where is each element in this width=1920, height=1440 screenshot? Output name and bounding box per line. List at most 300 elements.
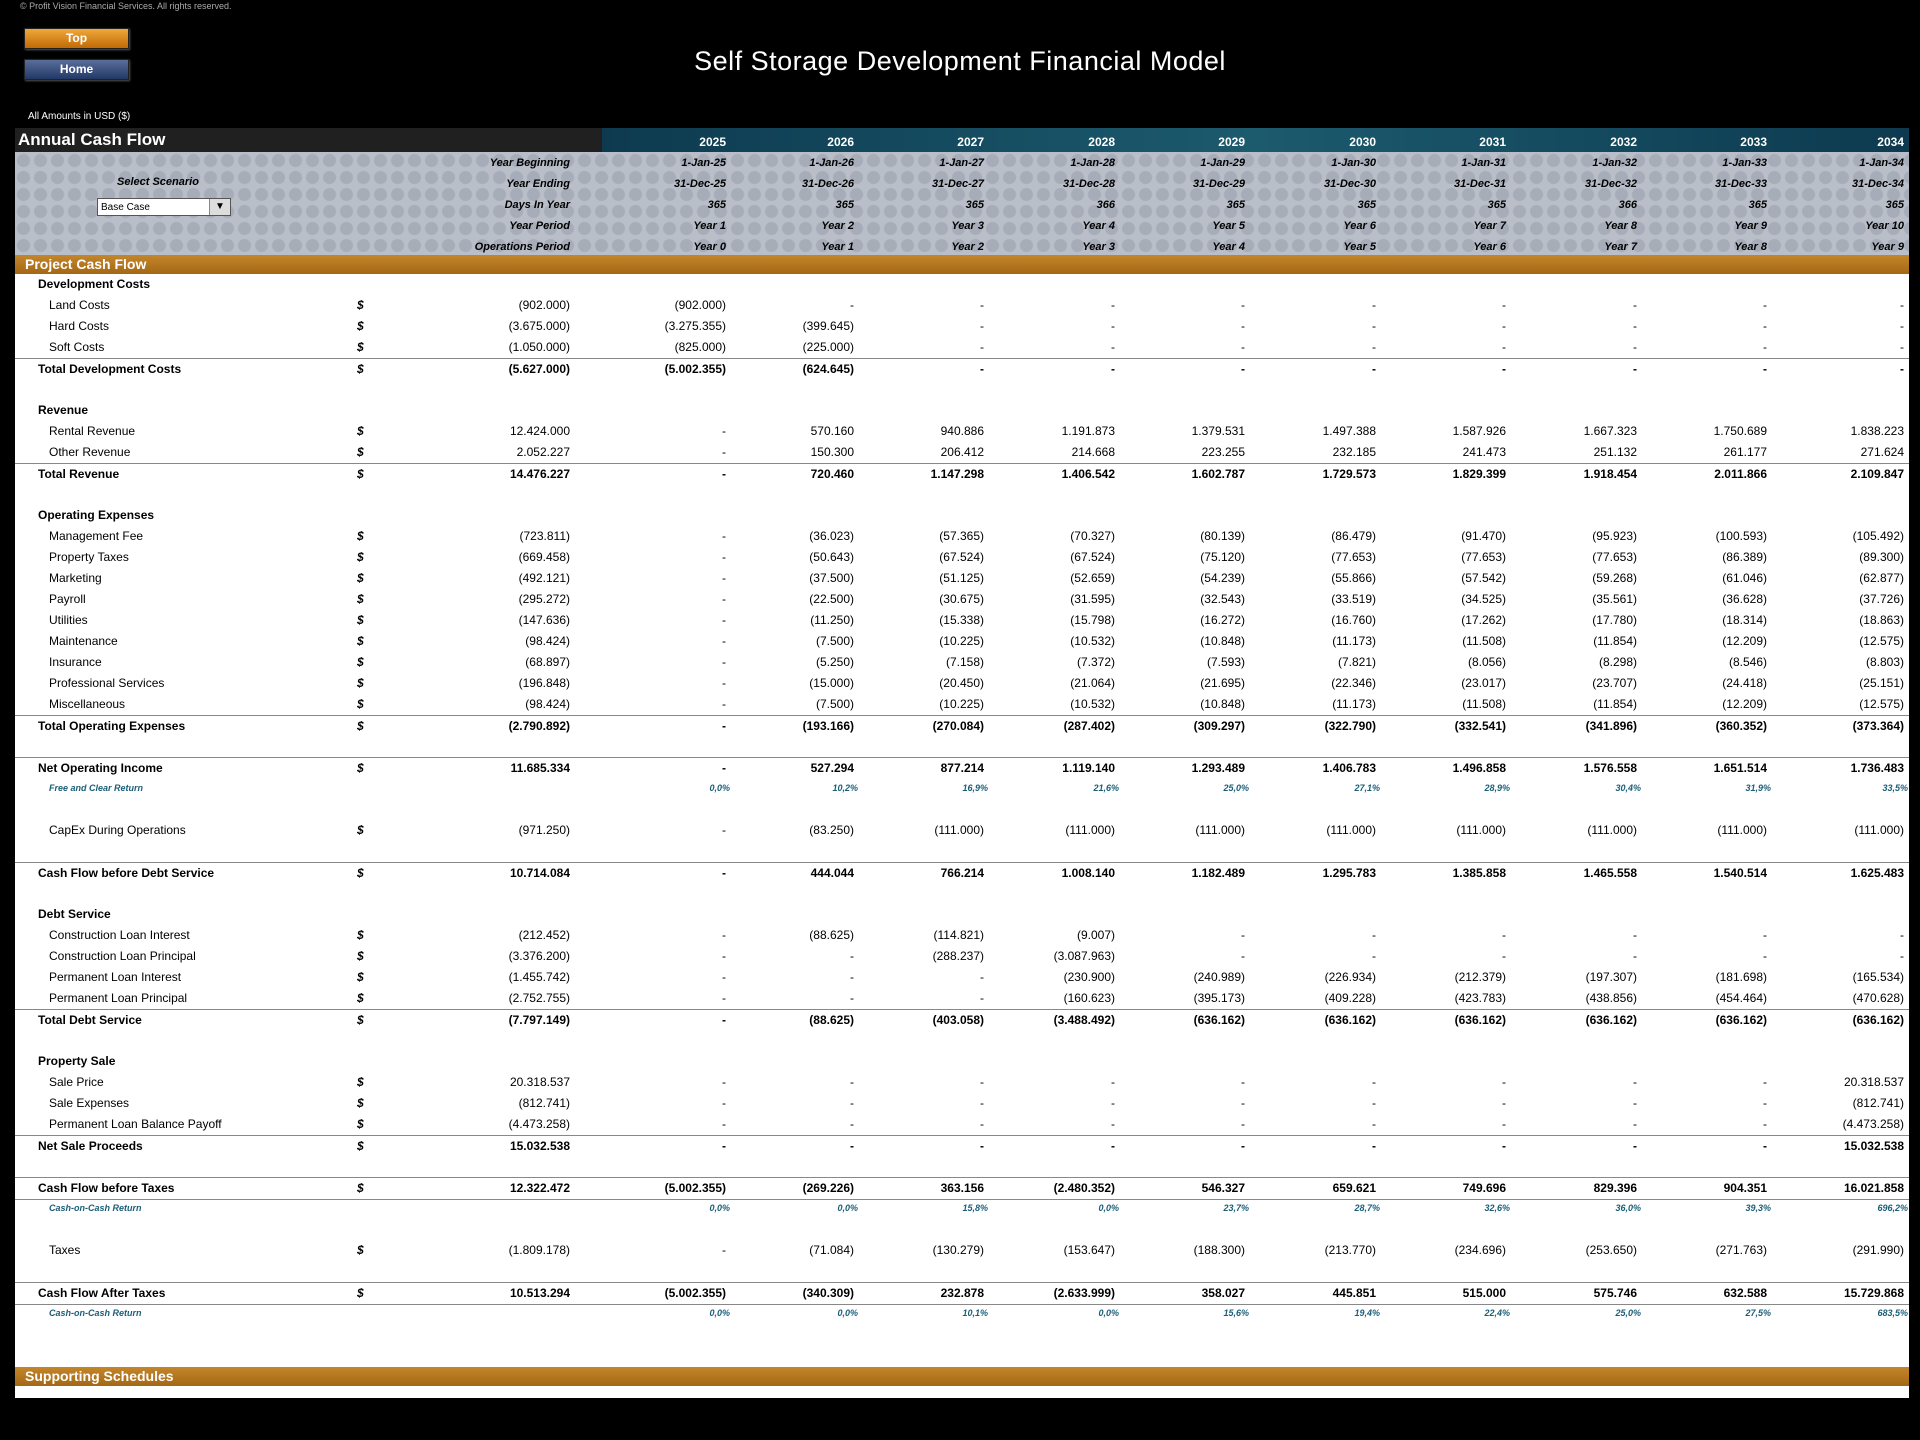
row-label: Payroll (49, 592, 86, 606)
timeline-value: 365 (1487, 199, 1506, 211)
row-label: Taxes (49, 1243, 81, 1257)
cell-value: (11.173) (1332, 697, 1376, 711)
table-row (15, 421, 1909, 442)
cell-value: (23.707) (1592, 676, 1637, 690)
home-button[interactable]: Home (24, 59, 129, 80)
cell-value: (21.064) (1070, 676, 1115, 690)
cell-value: - (1111, 1075, 1115, 1089)
timeline-value: Year 8 (1734, 241, 1767, 253)
cell-value: - (1111, 319, 1115, 333)
table-row (15, 673, 1909, 694)
cell-value: (88.625) (809, 1013, 854, 1027)
row-total: (98.424) (525, 634, 570, 648)
timeline-value: Year 7 (1473, 220, 1506, 232)
cell-value: 1.496.858 (1452, 761, 1506, 775)
cell-value: (7.821) (1337, 655, 1376, 669)
row-total: (2.790.892) (508, 719, 570, 733)
cell-value: - (722, 1117, 726, 1131)
cell-value: 1.191.873 (1061, 424, 1115, 438)
row-total: (5.627.000) (508, 362, 570, 376)
percent-value: 0,0% (709, 783, 730, 793)
timeline-label: Year Ending (506, 178, 570, 190)
cell-value: (71.084) (809, 1243, 854, 1257)
cell-value: (67.524) (939, 550, 984, 564)
timeline-value: 1-Jan-33 (1722, 157, 1767, 169)
table-row (15, 610, 1909, 631)
currency-symbol: $ (357, 1096, 364, 1110)
cell-value: - (850, 970, 854, 984)
timeline-value: Year 5 (1343, 241, 1376, 253)
cell-value: - (1241, 1075, 1245, 1089)
cell-value: - (1763, 1096, 1767, 1110)
percent-value: 25,0% (1615, 1308, 1641, 1318)
cell-value: - (850, 1117, 854, 1131)
cell-value: - (1241, 1117, 1245, 1131)
year-header-bar (602, 128, 1909, 152)
cell-value: (8.056) (1467, 655, 1506, 669)
scenario-value: Base Case (101, 202, 150, 213)
timeline-value: 31-Dec-31 (1454, 178, 1506, 190)
cell-value: 2.109.847 (1850, 467, 1904, 481)
row-label: Hard Costs (49, 319, 110, 333)
cell-value: - (722, 571, 726, 585)
table-row (15, 589, 1909, 610)
row-total: 11.685.334 (510, 761, 570, 775)
chevron-down-icon[interactable]: ▼ (209, 199, 230, 215)
cell-value: 546.327 (1201, 1181, 1245, 1195)
timeline-value: 1-Jan-32 (1592, 157, 1637, 169)
row-total: (902.000) (518, 298, 570, 312)
table-row (15, 547, 1909, 568)
year-header-2026: 2026 (827, 135, 854, 149)
cell-value: 445.851 (1332, 1286, 1376, 1300)
cell-value: - (1763, 319, 1767, 333)
cell-value: - (1372, 1096, 1376, 1110)
row-label: Permanent Loan Balance Payoff (49, 1117, 222, 1131)
cell-value: - (1111, 362, 1115, 376)
table-row (15, 274, 1909, 295)
cell-value: 1.576.558 (1583, 761, 1637, 775)
cell-value: - (722, 1139, 726, 1153)
cell-value: (288.237) (932, 949, 984, 963)
cell-value: 877.214 (940, 761, 984, 775)
cell-value: (11.250) (810, 613, 854, 627)
timeline-label: Operations Period (474, 241, 570, 253)
cell-value: - (850, 298, 854, 312)
cell-value: 720.460 (810, 467, 854, 481)
percent-value: 0,0% (837, 1308, 858, 1318)
scenario-label: Select Scenario (117, 176, 199, 188)
cell-value: (70.327) (1070, 529, 1115, 543)
row-label: Net Sale Proceeds (38, 1139, 143, 1153)
cell-value: (36.628) (1722, 592, 1767, 606)
timeline-value: Year 0 (693, 241, 726, 253)
cell-value: (11.508) (1462, 634, 1506, 648)
cell-value: (100.593) (1715, 529, 1767, 543)
cell-value: - (1633, 298, 1637, 312)
timeline-value: Year 9 (1734, 220, 1767, 232)
cell-value: (15.338) (939, 613, 984, 627)
cell-value: (12.209) (1722, 697, 1767, 711)
cell-value: (160.623) (1063, 991, 1115, 1005)
cell-value: (12.575) (1859, 634, 1904, 648)
cell-value: (636.162) (1193, 1013, 1245, 1027)
cell-value: (225.000) (802, 340, 854, 354)
percent-value: 39,3% (1745, 1203, 1771, 1213)
cell-value: - (1633, 340, 1637, 354)
row-label: Utilities (49, 613, 88, 627)
timeline-value: 1-Jan-29 (1200, 157, 1245, 169)
table-row (15, 1030, 1909, 1051)
table-row (15, 1156, 1909, 1177)
timeline-block (15, 152, 1909, 255)
currency-symbol: $ (357, 697, 364, 711)
cell-value: - (1502, 362, 1506, 376)
currency-symbol: $ (357, 1013, 364, 1027)
cell-value: - (1241, 1139, 1245, 1153)
table-row (15, 694, 1909, 715)
table-row (15, 1219, 1909, 1240)
sheet-title: Annual Cash Flow (15, 128, 602, 152)
percent-value: 28,7% (1354, 1203, 1380, 1213)
row-label: Cash Flow before Debt Service (38, 866, 215, 880)
cell-value: 1.602.787 (1191, 467, 1245, 481)
cell-value: - (1502, 949, 1506, 963)
cell-value: - (1900, 298, 1904, 312)
timeline-value: 365 (1357, 199, 1376, 211)
table-row (15, 1303, 1909, 1324)
year-header-2028: 2028 (1088, 135, 1115, 149)
cell-value: - (1241, 928, 1245, 942)
percent-value: 30,4% (1615, 783, 1641, 793)
cell-value: (18.314) (1722, 613, 1767, 627)
cell-value: - (722, 467, 726, 481)
cell-value: (21.695) (1200, 676, 1245, 690)
cell-value: 904.351 (1723, 1181, 1767, 1195)
timeline-value: 31-Dec-34 (1852, 178, 1904, 190)
cell-value: - (722, 655, 726, 669)
table-row (15, 862, 1909, 884)
cell-value: - (1241, 362, 1245, 376)
cell-value: (5.002.355) (664, 1286, 726, 1300)
cell-value: 271.624 (1860, 445, 1904, 459)
table-row (15, 1198, 1909, 1219)
cell-value: (5.002.355) (664, 362, 726, 376)
cell-value: - (1763, 1139, 1767, 1153)
cell-value: - (722, 613, 726, 627)
cell-value: 223.255 (1201, 445, 1245, 459)
timeline-value: 31-Dec-32 (1585, 178, 1637, 190)
percent-value: 0,0% (1098, 1203, 1119, 1213)
timeline-value: Year 7 (1604, 241, 1637, 253)
cell-value: - (1633, 1139, 1637, 1153)
currency-symbol: $ (357, 424, 364, 438)
row-total: (3.675.000) (508, 319, 570, 333)
cell-value: 527.294 (810, 761, 854, 775)
percent-value: 0,0% (837, 1203, 858, 1213)
cell-value: 1.385.858 (1452, 866, 1506, 880)
table-row (15, 1114, 1909, 1135)
row-section-label: Debt Service (38, 907, 111, 921)
timeline-value: Year 6 (1473, 241, 1506, 253)
cell-value: (67.524) (1070, 550, 1115, 564)
currency-note: All Amounts in USD ($) (28, 111, 131, 122)
cell-value: (130.279) (932, 1243, 984, 1257)
cell-value: - (1502, 1096, 1506, 1110)
cell-value: 940.886 (940, 424, 984, 438)
cell-value: (35.561) (1592, 592, 1637, 606)
timeline-value: 1-Jan-30 (1331, 157, 1376, 169)
cell-value: 20.318.537 (1843, 1075, 1904, 1089)
currency-symbol: $ (357, 761, 364, 775)
year-header-2031: 2031 (1479, 135, 1506, 149)
cell-value: - (722, 866, 726, 880)
cell-value: - (980, 298, 984, 312)
table-row (15, 925, 1909, 946)
cell-value: - (1372, 1139, 1376, 1153)
percent-value: 33,5% (1882, 783, 1908, 793)
copyright-notice: © Profit Vision Financial Services. All rights reserved. (20, 1, 232, 11)
row-label: CapEx During Operations (49, 823, 186, 837)
cell-value: - (1241, 949, 1245, 963)
timeline-value: Year 3 (951, 220, 984, 232)
cell-value: - (1633, 1075, 1637, 1089)
cell-value: - (1763, 1075, 1767, 1089)
year-header-2030: 2030 (1349, 135, 1376, 149)
timeline-label: Days In Year (504, 199, 570, 211)
cell-value: - (1763, 298, 1767, 312)
cell-value: - (1241, 340, 1245, 354)
percent-value: 15,8% (962, 1203, 988, 1213)
cell-value: - (980, 1139, 984, 1153)
row-metric-label: Cash-on-Cash Return (49, 1308, 142, 1318)
cell-value: 15.032.538 (1843, 1139, 1904, 1153)
timeline-label: Year Beginning (489, 157, 570, 169)
year-header-2027: 2027 (957, 135, 984, 149)
cell-value: - (850, 1139, 854, 1153)
cell-value: (32.543) (1200, 592, 1245, 606)
cell-value: - (1763, 340, 1767, 354)
cell-value: 2.011.866 (1714, 467, 1767, 481)
cell-value: - (1502, 319, 1506, 333)
timeline-value: 31-Dec-27 (932, 178, 984, 190)
cell-value: (77.653) (1592, 550, 1637, 564)
cell-value: (399.645) (802, 319, 854, 333)
cell-value: - (980, 970, 984, 984)
cell-value: 1.008.140 (1061, 866, 1115, 880)
cell-value: (7.593) (1206, 655, 1245, 669)
cell-value: (31.595) (1070, 592, 1115, 606)
cell-value: (403.058) (932, 1013, 984, 1027)
percent-value: 696,2% (1877, 1203, 1908, 1213)
row-label: Permanent Loan Principal (49, 991, 188, 1005)
cell-value: (3.488.492) (1053, 1013, 1115, 1027)
row-metric-label: Free and Clear Return (49, 783, 144, 793)
cell-value: (18.863) (1859, 613, 1904, 627)
cell-value: (226.934) (1324, 970, 1376, 984)
cell-value: 1.119.140 (1062, 761, 1115, 775)
table-row (15, 841, 1909, 862)
cell-value: - (1111, 1117, 1115, 1131)
timeline-value: Year 9 (1871, 241, 1904, 253)
timeline-value: 365 (1226, 199, 1245, 211)
cell-value: (153.647) (1063, 1243, 1115, 1257)
cell-value: (636.162) (1454, 1013, 1506, 1027)
cell-value: (11.508) (1462, 697, 1506, 711)
timeline-value: 1-Jan-26 (809, 157, 854, 169)
cell-value: - (1633, 362, 1637, 376)
cell-value: - (850, 991, 854, 1005)
cell-value: - (1763, 928, 1767, 942)
cell-value: - (980, 1075, 984, 1089)
cell-value: (111.000) (934, 823, 984, 837)
cell-value: (111.000) (1587, 823, 1637, 837)
cell-value: (3.087.963) (1053, 949, 1115, 963)
row-total: (212.452) (518, 928, 570, 942)
cell-value: 232.185 (1332, 445, 1376, 459)
cell-value: (902.000) (674, 298, 726, 312)
currency-symbol: $ (357, 1117, 364, 1131)
cell-value: 515.000 (1462, 1286, 1506, 1300)
row-label: Miscellaneous (49, 697, 126, 711)
timeline-value: Year 2 (951, 241, 984, 253)
currency-symbol: $ (357, 298, 364, 312)
row-total: (68.897) (525, 655, 570, 669)
cell-value: 363.156 (940, 1181, 984, 1195)
percent-value: 36,0% (1615, 1203, 1641, 1213)
cell-value: - (722, 949, 726, 963)
currency-symbol: $ (357, 613, 364, 627)
cell-value: (287.402) (1063, 719, 1115, 733)
row-total: 2.052.227 (516, 445, 570, 459)
cell-value: - (1633, 1117, 1637, 1131)
cell-value: 1.736.483 (1850, 761, 1904, 775)
cell-value: - (1633, 319, 1637, 333)
cell-value: - (980, 340, 984, 354)
cell-value: 261.177 (1723, 445, 1767, 459)
table-row (15, 904, 1909, 925)
cell-value: (360.352) (1715, 719, 1767, 733)
cell-value: (111.000) (1326, 823, 1376, 837)
cell-value: (395.173) (1193, 991, 1245, 1005)
cell-value: (61.046) (1722, 571, 1767, 585)
cell-value: 15.729.868 (1843, 1286, 1904, 1300)
currency-symbol: $ (357, 319, 364, 333)
cell-value: (309.297) (1193, 719, 1245, 733)
cell-value: (340.309) (802, 1286, 854, 1300)
cell-value: (22.346) (1331, 676, 1376, 690)
row-label: Total Revenue (38, 467, 120, 481)
cell-value: (20.450) (939, 676, 984, 690)
cell-value: (12.209) (1722, 634, 1767, 648)
section-supporting-schedules: Supporting Schedules (15, 1367, 1909, 1386)
page-title: Self Storage Development Financial Model (694, 46, 1226, 76)
cell-value: (55.866) (1331, 571, 1376, 585)
table-row (15, 379, 1909, 400)
table-row (15, 463, 1909, 485)
row-label: Professional Services (49, 676, 165, 690)
top-button[interactable]: Top (24, 28, 129, 49)
timeline-value: 1-Jan-25 (681, 157, 726, 169)
cell-value: 1.729.573 (1322, 467, 1376, 481)
table-row (15, 1282, 1909, 1305)
scenario-select[interactable] (97, 198, 231, 216)
cell-value: (636.162) (1324, 1013, 1376, 1027)
cell-value: - (722, 529, 726, 543)
row-label: Construction Loan Interest (49, 928, 190, 942)
cell-value: 241.473 (1462, 445, 1506, 459)
row-total: (3.376.200) (508, 949, 570, 963)
cell-value: (111.000) (1195, 823, 1245, 837)
table-row (15, 1072, 1909, 1093)
table-row (15, 1093, 1909, 1114)
cell-value: (825.000) (674, 340, 726, 354)
currency-symbol: $ (357, 634, 364, 648)
cell-value: (15.798) (1070, 613, 1115, 627)
percent-value: 32,6% (1484, 1203, 1510, 1213)
cell-value: - (722, 697, 726, 711)
table-row (15, 631, 1909, 652)
table-row (15, 442, 1909, 463)
row-total: 10.714.084 (509, 866, 570, 880)
cell-value: 1.750.689 (1713, 424, 1767, 438)
row-total: (723.811) (519, 529, 570, 543)
percent-value: 25,0% (1223, 783, 1249, 793)
cell-value: (24.418) (1722, 676, 1767, 690)
year-header-2032: 2032 (1610, 135, 1637, 149)
cell-value: (234.696) (1454, 1243, 1506, 1257)
row-total: (492.121) (518, 571, 570, 585)
cell-value: - (722, 970, 726, 984)
cell-value: - (980, 362, 984, 376)
cell-value: - (722, 761, 726, 775)
row-label: Construction Loan Principal (49, 949, 196, 963)
percent-value: 15,6% (1223, 1308, 1249, 1318)
row-total: (1.050.000) (508, 340, 570, 354)
row-total: (1.809.178) (508, 1243, 570, 1257)
cell-value: 206.412 (940, 445, 984, 459)
cell-value: (7.372) (1076, 655, 1115, 669)
cell-value: - (1900, 928, 1904, 942)
percent-value: 27,5% (1745, 1308, 1771, 1318)
currency-symbol: $ (357, 1139, 364, 1153)
currency-symbol: $ (357, 655, 364, 669)
row-total: (1.455.742) (508, 970, 570, 984)
cell-value: - (722, 445, 726, 459)
cell-value: (75.120) (1200, 550, 1245, 564)
row-total: (295.272) (518, 592, 570, 606)
cell-value: (2.633.999) (1053, 1286, 1115, 1300)
row-label: Total Development Costs (38, 362, 182, 376)
row-total: (2.752.755) (508, 991, 570, 1005)
cell-value: (111.000) (1065, 823, 1115, 837)
row-label: Sale Expenses (49, 1096, 130, 1110)
timeline-value: 366 (1618, 199, 1637, 211)
row-label: Net Operating Income (38, 761, 163, 775)
cell-value: 1.625.483 (1850, 866, 1904, 880)
cell-value: 632.588 (1723, 1286, 1767, 1300)
cell-value: (77.653) (1331, 550, 1376, 564)
cell-value: - (1502, 1075, 1506, 1089)
cell-value: (212.379) (1454, 970, 1506, 984)
percent-value: 31,9% (1745, 783, 1771, 793)
row-label: Other Revenue (49, 445, 131, 459)
cell-value: - (1111, 1139, 1115, 1153)
cell-value: (10.532) (1070, 697, 1115, 711)
cell-value: (291.990) (1852, 1243, 1904, 1257)
cell-value: - (722, 676, 726, 690)
cell-value: (636.162) (1852, 1013, 1904, 1027)
